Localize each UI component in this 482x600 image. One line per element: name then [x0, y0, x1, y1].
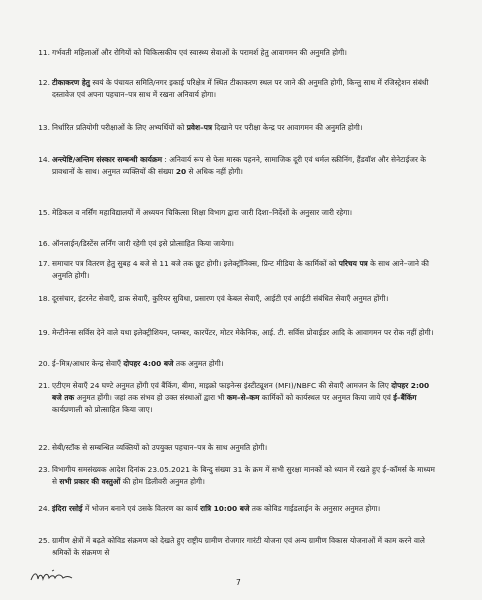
text-run: एटीएम सेवाएँ 24 घण्टे अनुमत होंगी एवं बैंकिंग, बीमा, माइक्रो फाइनेन्स इंस्टीट्यूशन (MFI)/NBFC की सेवाएँ आमजन के लिए	[52, 381, 392, 390]
text-run: तक अनुमत होगी।	[173, 359, 224, 368]
clause-item	[38, 503, 436, 515]
clause-number: 11.	[38, 48, 50, 57]
bold-text: अन्त्येष्टि/अन्तिम संस्कार सम्बन्धी कार्यक्रम	[52, 155, 163, 164]
clause-item	[38, 47, 436, 59]
clause-text	[52, 503, 436, 515]
clause-text	[52, 238, 436, 250]
text-run: समाचार पत्र वितरण हेतु सुबह 4 बजे से 11 बजे तक छूट होगी। इलेक्ट्रॉनिक्स, प्रिन्ट मीडिया के कार्मिकों को	[52, 259, 339, 268]
clause-number: 14.	[38, 155, 50, 164]
clause-number: 12.	[38, 78, 50, 87]
clause-text	[52, 258, 436, 282]
clause-item	[38, 535, 436, 559]
clause-item	[38, 380, 436, 416]
clause-item	[38, 122, 436, 134]
clause-item	[38, 77, 436, 101]
bold-text: इंदिरा रसोई	[52, 504, 83, 513]
clause-item	[38, 207, 436, 219]
page-number: 7	[236, 578, 241, 587]
bold-text: दोपहर 2:00 बजे तक	[52, 381, 430, 402]
clause-item	[38, 293, 436, 305]
clause-number: 13.	[38, 123, 50, 132]
clause-item	[38, 238, 436, 250]
bold-text: रात्रि 10:00 बजे	[200, 504, 250, 513]
text-run: की होम डिलीवरी अनुमत होगी।	[120, 477, 205, 486]
bold-text: दोपहर 4:00 बजे	[123, 359, 174, 368]
clause-text	[52, 358, 436, 370]
text-run: ऑनलाईन/डिस्टेंस लर्निंग जारी रहेगी एवं इसे प्रोत्साहित किया जायेगा।	[52, 239, 234, 248]
clause-number: 21.	[38, 381, 50, 390]
clause-text	[52, 154, 436, 178]
bold-text: परिचय पत्र	[338, 259, 368, 268]
bold-text: टीकाकरण हेतु	[52, 78, 90, 87]
bold-text: 20	[175, 167, 187, 176]
text-run: ई–मित्र/आधार केन्द्र सेवाएँ	[52, 359, 124, 368]
clause-text	[52, 122, 436, 134]
clause-text	[52, 327, 436, 339]
text-run: दिखाने पर परीक्षा केन्द्र पर आवागमन की अनुमति होगी।	[212, 123, 363, 132]
clause-item	[38, 442, 436, 454]
text-run: गर्भवती महिलाओं और रोगियों को चिकित्सकीय एवं स्वास्थ्य सेवाओं के परामर्श हेतु आवागमन की अनुमति होगी।	[52, 48, 347, 57]
text-run: स्वयं के पंचायत समिति/नगर इकाई परिक्षेत्र में स्थित टीकाकरण स्थल पर जाने की अनुमति होगी, किन्तु साथ में रजिस्ट्रेशन संबंधी दस्तावेज एवं अपना पहचान–पत्र साथ में रखना अनिवार्य होगा।	[52, 78, 429, 99]
clause-number: 16.	[38, 239, 50, 248]
clause-item	[38, 464, 436, 488]
text-run: : अनिवार्य रूप से फेस मास्क पहनने, सामाजिक दूरी एवं थर्मल स्क्रीनिंग, हैंडवॉश और सेनेटाईजर के प्रावधानों के साथ। अनुमत व्यक्तियों की संख्या	[52, 155, 426, 176]
text-run: मेन्टीनेन्स सर्विस देने वाले यथा इलेक्ट्रीशियन, प्लम्बर, कारपेंटर, मोटर मेकेनिक, आई. टी. सर्विस प्रोवाईडर आदि के आवागमन पर रोक नहीं होगी।	[52, 328, 434, 337]
text-run: में भोजन बनाने एवं उसके वितरण का कार्य	[82, 504, 201, 513]
text-run: मेडिकल व नर्सिंग महाविद्यालयों में अध्ययन चिकित्सा शिक्षा विभाग द्वारा जारी दिशा–निर्देशों के अनुसार जारी रहेगा।	[52, 208, 353, 217]
bold-text: सभी प्रकार की वस्तुओं	[59, 477, 121, 486]
text-run: से अधिक नहीं होगी।	[186, 167, 243, 176]
clause-number: 17.	[38, 259, 50, 268]
clause-text	[52, 293, 436, 305]
clause-number: 23.	[38, 465, 50, 474]
clause-number: 18.	[38, 294, 50, 303]
text-run: कार्यप्रणाली को प्रोत्साहित किया जाए।	[52, 405, 153, 414]
text-run: ग्रामीण क्षेत्रों में बढ़ते कोविड संक्रमण को देखते हुए राष्ट्रीय ग्रामीण रोजगार गारंटी योजना एवं अन्य ग्रामीण विकास योजनाओं में काम करने वाले श्रमिकों के संक्रमण से	[52, 536, 425, 557]
text-run: तक कोविड गाईडलाईन के अनुसार अनुमत होगा।	[249, 504, 381, 513]
clause-number: 15.	[38, 208, 50, 217]
clause-number: 24.	[38, 504, 50, 513]
clause-item	[38, 358, 436, 370]
signature	[28, 566, 88, 586]
bold-text: ई–बैंकिंग	[393, 393, 417, 402]
bold-text: प्रवेश–पत्र	[186, 123, 213, 132]
text-run: अनुमत होंगी। जहां तक संभव हो उक्त संस्थाओं द्वारा भी	[74, 393, 227, 402]
clause-text	[52, 442, 436, 454]
text-run: दूरसंचार, इंटरनेट सेवाएँ, डाक सेवाएँ, कुरियर सुविधा, प्रसारण एवं केबल सेवाएँ, आईटी एवं आईटी संबंधित सेवाएँ अनुमत होंगी।	[52, 294, 389, 303]
clause-text	[52, 535, 436, 559]
clause-number: 20.	[38, 359, 50, 368]
text-run: विभागीय समसंख्यक आदेश दिनांक 23.05.2021 के बिन्दु संख्या 31 के क्रम में सभी सुरक्षा मानकों को ध्यान में रखते हुए ई–कॉमर्स के माध्यम से	[52, 465, 435, 486]
clause-number: 19.	[38, 328, 50, 337]
bold-text: कम–से–कम	[226, 393, 260, 402]
clause-text	[52, 207, 436, 219]
clause-text	[52, 47, 436, 59]
text-run: के साथ आने–जाने की अनुमति होगी।	[52, 259, 429, 280]
clause-number: 25.	[38, 536, 50, 545]
clause-item	[38, 154, 436, 178]
clause-text	[52, 77, 436, 101]
text-run: कार्मिकों को कार्यस्थल पर अनुमत किया जाये एवं	[259, 393, 394, 402]
clause-item	[38, 258, 436, 282]
clause-text	[52, 464, 436, 488]
clause-text	[52, 380, 436, 416]
text-run: सेबी/स्टॉक से सम्बन्धित व्यक्तियों को उपयुक्त पहचान–पत्र के साथ अनुमति होगी।	[52, 443, 268, 452]
clause-number: 22.	[38, 443, 50, 452]
clause-item	[38, 327, 436, 339]
text-run: निर्धारित प्रतियोगी परीक्षाओं के लिए अभ्यर्थियों को	[52, 123, 187, 132]
